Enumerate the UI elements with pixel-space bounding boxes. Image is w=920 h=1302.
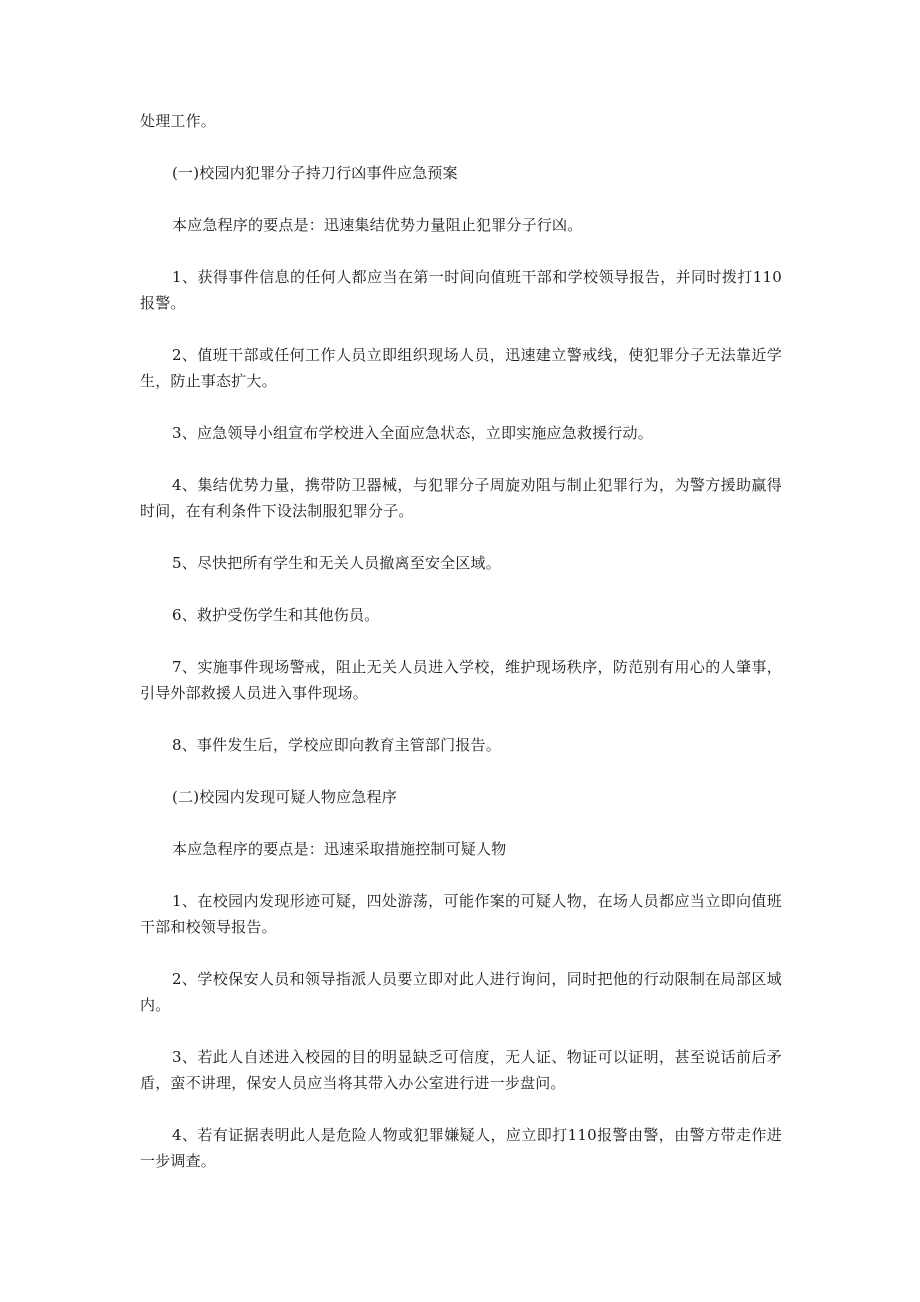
list-item: 5、尽快把所有学生和无关人员撤离至安全区域。 — [172, 554, 501, 572]
paragraph: 处理工作。 — [140, 112, 217, 130]
list-item: 3、若此人自述进入校园的目的明显缺乏可信度，无人证、物证可以证明，甚至说话前后矛盾，蛮不讲理，保安人员应当将其带入办公室进行进一步盘问。 — [140, 1048, 782, 1092]
section-heading: (二)校园内发现可疑人物应急程序 — [172, 788, 397, 806]
list-item: 1、获得事件信息的任何人都应当在第一时间向值班干部和学校领导报告，并同时拨打110报警。 — [140, 268, 782, 312]
paragraph: 本应急程序的要点是：迅速集结优势力量阻止犯罪分子行凶。 — [172, 216, 583, 234]
list-item: 8、事件发生后，学校应即向教育主管部门报告。 — [172, 736, 501, 754]
list-item: 4、若有证据表明此人是危险人物或犯罪嫌疑人，应立即打110报警由警，由警方带走作进一步调查。 — [140, 1126, 782, 1170]
list-item: 1、在校园内发现形迹可疑，四处游荡，可能作案的可疑人物，在场人员都应当立即向值班干部和校领导报告。 — [140, 892, 782, 936]
list-item: 2、学校保安人员和领导指派人员要立即对此人进行询问，同时把他的行动限制在局部区域内。 — [140, 970, 782, 1014]
list-item: 3、应急领导小组宣布学校进入全面应急状态，立即实施应急救援行动。 — [172, 424, 653, 442]
list-item: 2、值班干部或任何工作人员立即组织现场人员，迅速建立警戒线，使犯罪分子无法靠近学生，防止事态扩大。 — [140, 346, 782, 390]
list-item: 7、实施事件现场警戒，阻止无关人员进入学校，维护现场秩序，防范别有用心的人肇事，引导外部救援人员进入事件现场。 — [140, 658, 782, 702]
list-item: 6、救护受伤学生和其他伤员。 — [172, 606, 380, 624]
document-body — [140, 108, 782, 1200]
list-item: 4、集结优势力量，携带防卫器械，与犯罪分子周旋劝阻与制止犯罪行为，为警方援助赢得时间，在有利条件下设法制服犯罪分子。 — [140, 476, 782, 520]
section-heading: (一)校园内犯罪分子持刀行凶事件应急预案 — [172, 164, 458, 182]
paragraph: 本应急程序的要点是：迅速采取措施控制可疑人物 — [172, 840, 507, 858]
